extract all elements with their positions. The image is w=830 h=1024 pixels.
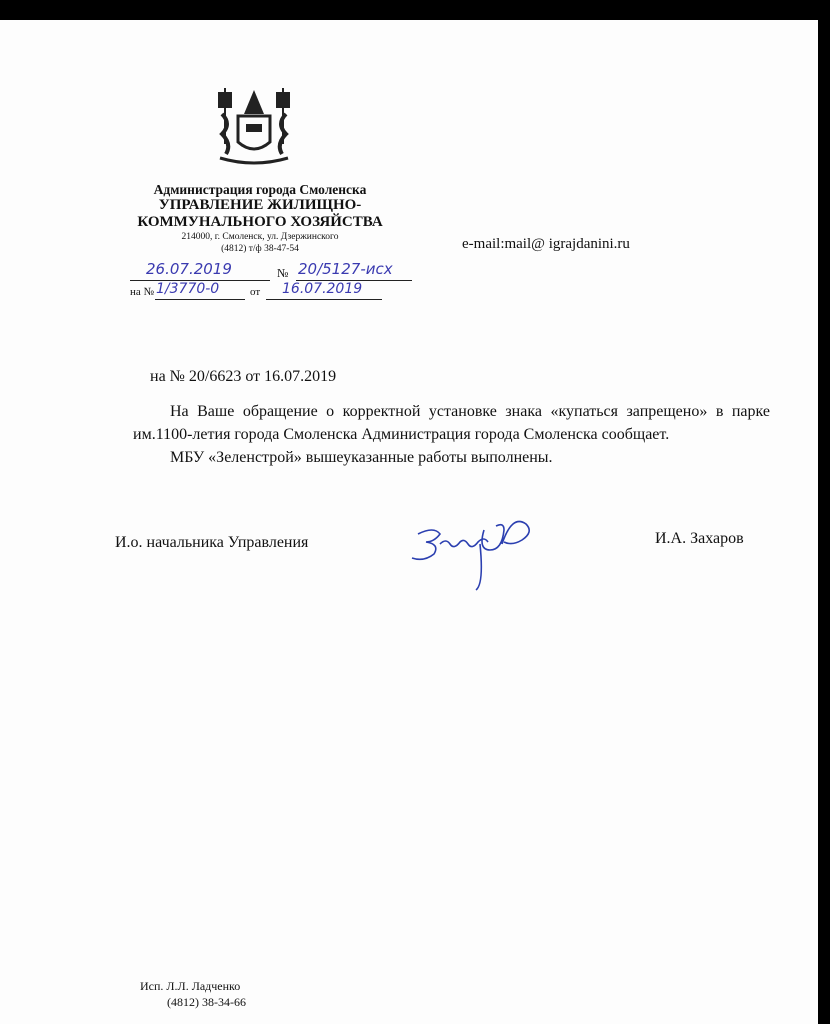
org-email: e-mail:mail@ igrajdanini.ru bbox=[462, 236, 630, 252]
org-address: 214000, г. Смоленск, ул. Дзержинского bbox=[181, 232, 339, 242]
ref-number: 1/3770-0 bbox=[156, 281, 220, 297]
org-phone: (4812) т/ф 38-47-54 bbox=[221, 244, 299, 254]
number-label: № bbox=[277, 266, 289, 280]
ref-number-label: на № bbox=[130, 286, 155, 298]
handwritten-signature bbox=[410, 520, 550, 592]
signatory-position: И.о. начальника Управления bbox=[115, 534, 309, 551]
outgoing-number: 20/5127-исх bbox=[298, 260, 393, 278]
department-name-line2: КОММУНАЛЬНОГО ХОЗЯЙСТВА bbox=[137, 214, 383, 230]
department-name-line1: УПРАВЛЕНИЕ ЖИЛИЩНО- bbox=[158, 197, 362, 213]
paragraph-2: МБУ «Зеленстрой» вышеуказанные работы выполнены. bbox=[170, 449, 553, 466]
reply-reference: на № 20/6623 от 16.07.2019 bbox=[150, 368, 337, 385]
org-name: Администрация города Смоленска bbox=[153, 182, 367, 197]
executor-phone: (4812) 38-34-66 bbox=[167, 995, 246, 1009]
ref-from-label: от bbox=[250, 286, 261, 298]
document-page bbox=[0, 20, 818, 1024]
ref-date: 16.07.2019 bbox=[282, 281, 363, 297]
outgoing-date: 26.07.2019 bbox=[146, 260, 232, 278]
paragraph-1: На Ваше обращение о корректной установке знака «купаться запрещено» в парке им.1100-летия города Смоленска Администрация города Смоленска сообщает. bbox=[133, 403, 770, 443]
signatory-name: И.А. Захаров bbox=[655, 530, 744, 547]
letter-body bbox=[133, 400, 770, 469]
smolensk-coat-of-arms-icon bbox=[216, 84, 292, 168]
executor-name: Исп. Л.Л. Ладченко bbox=[140, 979, 241, 993]
